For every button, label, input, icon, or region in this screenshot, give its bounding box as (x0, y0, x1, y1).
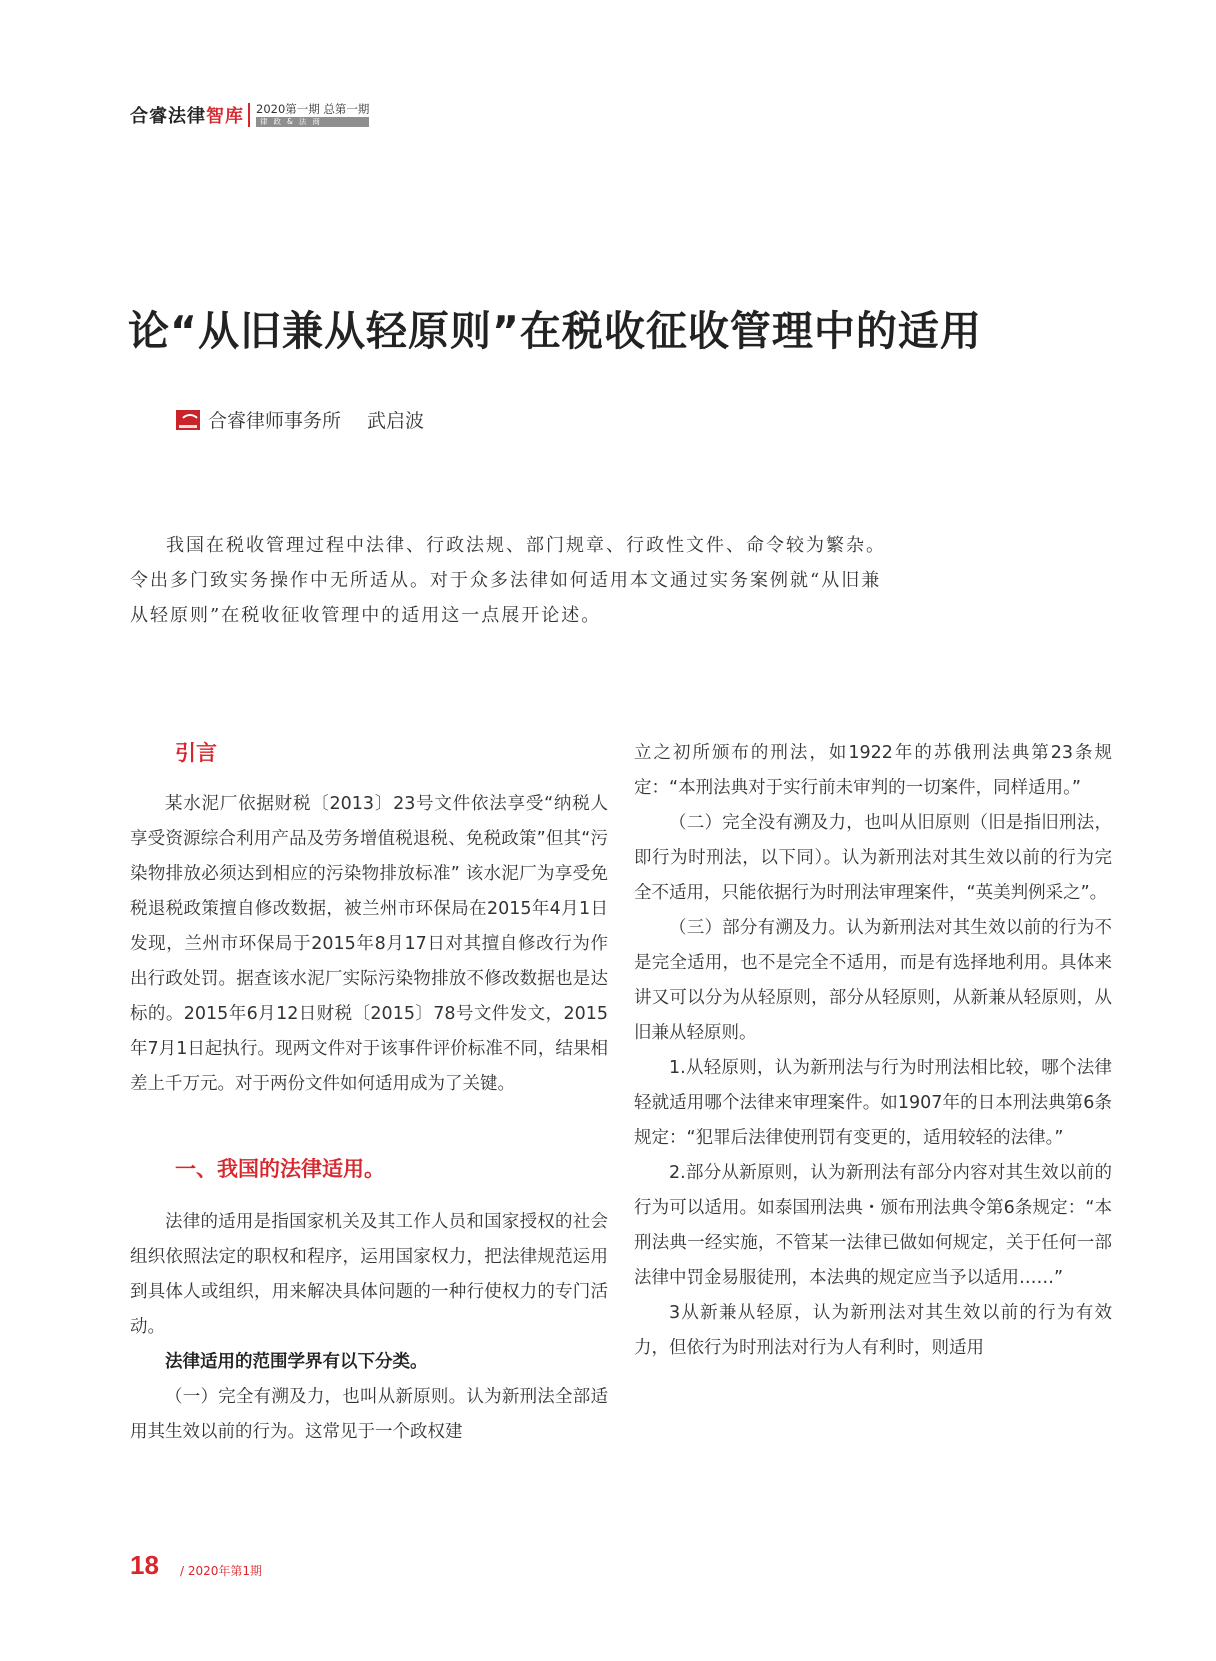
byline (176, 406, 424, 433)
section-heading: 一、我国的法律适用。 (175, 1157, 385, 1181)
intro-heading: 引言 (175, 741, 217, 765)
byline-organization: 合睿律师事务所 (208, 410, 342, 432)
law-firm-logo-icon (176, 410, 200, 430)
left-column (130, 732, 608, 1450)
point-two: 2.部分从新原则，认为新刑法有部分内容对其生效以前的行为可以适用。如泰国刑法典・颁布刑法典令第6条规定：“本刑法典一经实施，不管某一法律已做如何规定，关于任何一部法律中罚金易服徒刑，本法典的规定应当予以适用……” (634, 1163, 1112, 1288)
classification-subhead: 法律适用的范围学界有以下分类。 (165, 1352, 428, 1372)
section-paragraph: 法律的适用是指国家机关及其工作人员和国家授权的社会组织依照法定的职权和程序，运用国家权力，把法律规范运用到具体人或组织，用来解决具体问题的一种行使权力的专门活动。 (130, 1212, 608, 1337)
intro-paragraph: 某水泥厂依据财税〔2013〕23号文件依法享受“纳税人享受资源综合利用产品及劳务增值税退税、免税政策”但其“污染物排放必须达到相应的污染物排放标准” 该水泥厂为享受免税退税政策擅自修改数据，被兰州市环保局在2015年4月1日发现，兰州市环保局于2015年8月17日对其擅自修改行为作出行政处罚。据查该水泥厂实际污染物排放不修改数据也是达标的。2015年6月12日财税〔2015〕78号文件发文，2015年7月1日起执行。现两文件对于该事件评价标准不同，结果相差上千万元。对于两份文件如何适用成为了关键。 (130, 794, 608, 1094)
point-three-start: 3从新兼从轻原，认为新刑法对其生效以前的行为有效力，但依行为时刑法对行为人有利时，则适用 (634, 1303, 1112, 1358)
abstract-text: 我国在税收管理过程中法律、行政法规、部门规章、行政性文件、命令较为繁杂。令出多门致实务操作中无所适从。对于众多法律如何适用本文通过实务案例就“从旧兼从轻原则”在税收征收管理中的适用这一点展开论述。 (130, 535, 886, 626)
item-one-start: （一）完全有溯及力，也叫从新原则。认为新刑法全部适用其生效以前的行为。这常见于一个政权建 (130, 1387, 608, 1442)
masthead-divider (248, 103, 250, 127)
point-one: 1.从轻原则，认为新刑法与行为时刑法相比较，哪个法律轻就适用哪个法律来审理案件。如1907年的日本刑法典第6条规定：“犯罪后法律使刑罚有变更的，适用较轻的法律。” (634, 1058, 1112, 1148)
issue-line: 2020第一期 总第一期 (256, 102, 370, 116)
right-column (634, 736, 1112, 1366)
page-number: 18 (130, 1550, 159, 1580)
byline-author: 武启波 (367, 410, 425, 432)
article-title: 论“从旧兼从轻原则”在税收征收管理中的适用 (128, 307, 982, 355)
footer-issue: / 2020年第1期 (180, 1564, 263, 1578)
brand-main: 合睿法律 (130, 106, 206, 127)
masthead (130, 102, 369, 128)
item-one-end: 立之初所颁布的刑法，如1922年的苏俄刑法典第23条规定：“本刑法典对于实行前未审判的一切案件，同样适用。” (634, 743, 1112, 798)
brand-accent: 智库 (206, 106, 244, 127)
abstract (130, 528, 894, 633)
item-three: （三）部分有溯及力。认为新刑法对其生效以前的行为不是完全适用，也不是完全不适用，而是有选择地利用。具体来讲又可以分为从轻原则，部分从轻原则，从新兼从轻原则，从旧兼从轻原则。 (634, 918, 1112, 1043)
issue-info (256, 103, 369, 127)
brand-logo-text (130, 102, 244, 128)
issue-subtitle: 律政&法商 (256, 117, 369, 127)
item-two: （二）完全没有溯及力，也叫从旧原则（旧是指旧刑法，即行为时刑法，以下同）。认为新刑法对其生效以前的行为完全不适用，只能依据行为时刑法审理案件，“英美判例采之”。 (634, 813, 1112, 903)
